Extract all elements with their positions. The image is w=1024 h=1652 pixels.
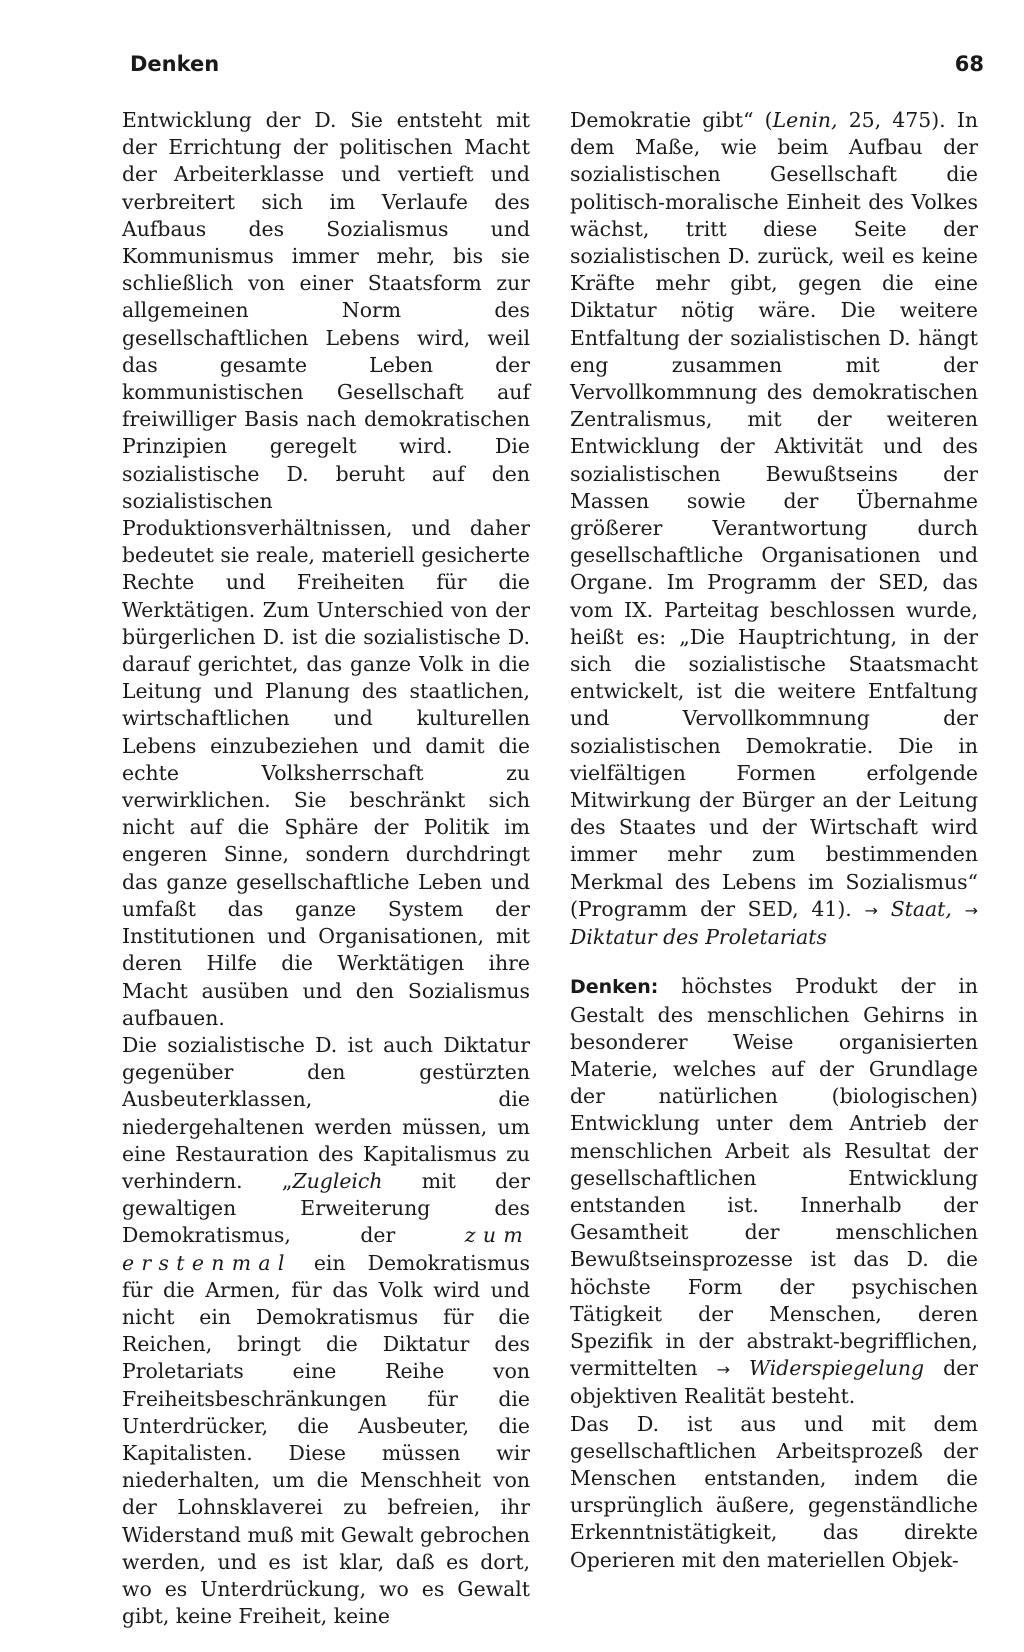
left-column (122, 107, 530, 1630)
page-number: 68 (954, 52, 984, 76)
text-segment: 25, 475). In dem Maße, wie beim Aufbau der sozialistischen Gesellschaft die politisch-moralische Einheit des Volkes wächst, tritt diese Seite der sozialistischen D. zurück, weil es keine Kräfte mehr gibt, gegen die eine Diktatur nötig wäre. Die weitere Entfaltung der sozialistischen D. hängt eng zusammen mit der Vervollkommnung des demokratischen Zentralismus, mit der weiteren Entwicklung der Aktivität und des sozialistischen Bewußtseins der Massen sowie der Übernahme größerer Verantwortung durch gesellschaftliche Organisationen und Organe. Im Programm der SED, das vom IX. Parteitag beschlossen wurde, heißt es: „Die Hauptrichtung, in der sich die sozialistische Staatsmacht entwickelt, ist die weitere Entfaltung und Vervollkommnung der sozialistischen Demokratie. Die in vielfältigen Formen erfolgende Mitwirkung der Bürger an der Leitung des Staates und der Wirtschaft wird immer mehr zum bestimmenden Merkmal des Lebens im Sozialismus“ (Programm der SED, 41). (570, 108, 979, 921)
cross-reference-arrow-icon: → (964, 900, 978, 920)
text-segment: mit der gewaltigen Erweiterung des Demokratismus, der (122, 1168, 530, 1248)
paragraph-lenin-quote-continued (570, 107, 978, 951)
text-segment: der objektiven Realität besteht. (570, 1356, 978, 1409)
text-segment: Die sozialistische D. ist auch Diktatur gegenüber den gestürzten Ausbeuterklassen, die niedergehaltenen werden müssen, um eine Restauration des Kapitalismus zu verhindern. „ (122, 1032, 530, 1193)
cross-reference-arrow-icon: → (716, 1360, 730, 1380)
text-segment: höchstes Produkt der in Gestalt des menschlichen Gehirns in besonderer Weise organisierten Materie, welches auf der Grundlage der natürlichen (biologischen) Entwicklung unter dem Antrieb der menschlichen Arbeit als Resultat der gesellschaftlichen Entwicklung entstanden ist. Innerhalb der Gesamtheit der menschlichen Bewußtseinsprozesse ist das D. die höchste Form der psychischen Tätigkeit der Menschen, deren Spezifik in der abstrakt-begrifflichen, vermittelten (570, 974, 978, 1381)
entry-denken (570, 973, 978, 1410)
citation-lenin: Lenin, (772, 108, 838, 132)
paragraph-dictatorship (122, 1032, 530, 1630)
paragraph-democracy-development: Entwicklung der D. Sie entsteht mit der Errichtung der politischen Macht der Arbeiterklasse und vertieft und verbreitert sich im Verlaufe des Aufbaus des Sozialismus und Kommunismus immer mehr, bis sie schließlich von einer Staatsform zur allgemeinen Norm des gesellschaftlichen Lebens wird, weil das gesamte Leben der kommunistischen Gesellschaft auf freiwilliger Basis nach demokratischen Prinzipien geregelt wird. Die sozialistische D. beruht auf den sozialistischen Produktionsverhältnissen, und daher bedeutet sie reale, materiell gesicherte Rechte und Freiheiten für die Werktätigen. Zum Unterschied von der bürgerlichen D. ist die sozialistische D. darauf gerichtet, das ganze Volk in die Leitung und Planung des staatlichen, wirtschaftlichen und kulturellen Lebens einzubeziehen und damit die echte Volksherrschaft zu verwirklichen. Sie beschränkt sich nicht auf die Sphäre der Politik im engeren Sinne, sondern durchdringt das ganze gesellschaftliche Leben und umfaßt das ganze System der Institutionen und Organisationen, mit deren Hilfe die Werktätigen ihre Macht ausüben und den Sozialismus aufbauen. (122, 108, 530, 1030)
running-head-title: Denken (130, 52, 220, 76)
page-header (130, 52, 984, 84)
right-column (570, 107, 978, 1574)
emphasis-zugleich: Zugleich (292, 1168, 383, 1193)
text-segment: ein Demokratismus für die Armen, für das Volk wird und nicht ein Demokratismus für die Reichen, bringt die Diktatur des Proletariats eine Reihe von Freiheitsbeschränkungen für die Unterdrücker, die Ausbeuter, die Kapitalisten. Diese müssen wir niederhalten, um die Menschheit von der Lohnsklaverei zu befreien, ihr Widerstand muß mit Gewalt gebrochen werden, und es ist klar, daß es dort, wo es Unterdrückung, wo es Gewalt gibt, keine Freiheit, keine (122, 1250, 530, 1629)
entry-keyword: Denken: (570, 976, 659, 999)
cross-reference-widerspiegelung[interactable]: Widerspiegelung (749, 1356, 925, 1381)
cross-reference-arrow-icon: → (864, 900, 878, 920)
emphasis-zum-erstenmal: zum erstenmal (122, 1223, 530, 1275)
cross-reference-diktatur-des-proletariats[interactable]: Diktatur des Proletariats (570, 925, 827, 950)
cross-reference-staat[interactable]: Staat, (890, 896, 952, 921)
text-segment: Demokratie gibt“ ( (570, 108, 773, 132)
paragraph-denken-origin: Das D. ist aus und mit dem gesellschaftlichen Arbeitsprozeß der Menschen entstanden, indem die ursprünglich äußere, gegenständliche Erkenntnistätigkeit, das direkte Operieren mit den materiellen Objek- (570, 1411, 978, 1572)
